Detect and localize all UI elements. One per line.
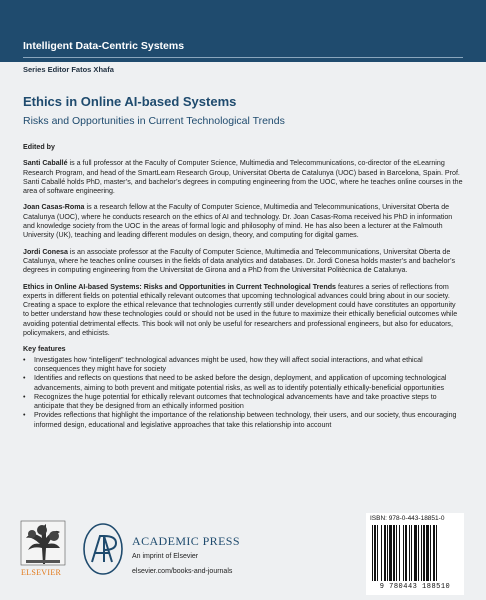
book-subtitle: Risks and Opportunities in Current Technological Trends — [23, 115, 285, 127]
bullet-icon: • — [23, 374, 26, 383]
editor-name: Joan Casas-Roma — [23, 203, 85, 212]
key-feature-item — [23, 411, 463, 430]
key-feature-item — [23, 356, 463, 375]
bullet-icon: • — [23, 411, 26, 420]
series-editor: Series Editor Fatos Xhafa — [23, 65, 114, 74]
editor-bio — [23, 203, 463, 240]
key-feature-text: Recognizes the huge potential for ethically relevant outcomes that technological advancements have and take proactive steps to anticipate that they be designed from an ethically informed position — [34, 392, 437, 411]
elsevier-wordmark: ELSEVIER — [21, 568, 62, 577]
key-feature-text: Provides reflections that highlight the importance of the relationship between technology, their users, and our society, thus encouraging informed design, educational and legislative approaches that take this relationship into account — [34, 411, 457, 429]
isbn-number: ISBN: 978-0-443-18851-0 — [370, 515, 445, 522]
editor-bio-text: is a research fellow at the Faculty of Computer Science, Multimedia and Telecommunications, Universitat Oberta de Catalunya (UOC), where he conducts research on the ethics of AI and technology. Dr. Joan Casas-Roma received his PhD in information and knowledge society from the UOC in the areas of formal logic and philosophy of mind. He has also been a lecturer at the Falmouth University (UK), teaching and leading different modules on design, theory, and computing for digital games. — [23, 203, 453, 240]
barcode-digits: 9 780443 188510 — [379, 583, 451, 591]
editor-name: Jordi Conesa — [23, 247, 68, 256]
isbn-barcode-box — [366, 513, 464, 595]
series-divider — [23, 57, 463, 58]
description-body: features a series of reflections from experts in different fields on potential ethically relevant outcomes that upcoming technological advances could bring about in our society. Creating a space to explore the ethical relevance that technologies currently still under development could have constitutes an opportunity to better understand how these technologies could or should not be used in the future to maximize their ethically beneficial outcomes while avoiding potential detrimental effects. This book will not only be useful for researchers and professional engineers, but also for educators, policymakers, and ethicists. — [23, 282, 458, 338]
series-banner — [0, 0, 486, 62]
bullet-icon: • — [23, 392, 26, 401]
book-description — [23, 283, 463, 339]
publisher-url: elsevier.com/books-and-journals — [132, 568, 233, 575]
bullet-icon: • — [23, 355, 26, 364]
key-features-heading: Key features — [23, 345, 66, 354]
editor-bio-text: is an associate professor at the Faculty of Computer Science, Multimedia and Telecommunications, Universitat Oberta de Catalunya, where he teaches online courses in the fields of data analytics and databases. Dr. Jordi Conesa holds master’s and bachelor’s degrees in computing engineering from the Universitat de Girona and a PhD from the Universitat Politècnica de Catalunya. — [23, 247, 456, 275]
key-feature-text: Identifies and reflects on questions that need to be asked before the design, deployment, and application of upcoming technological advancements, aiming to both prevent and mitigate potential risks, as well as to identify potentially ethically-beneficial opportunities — [34, 374, 447, 392]
imprint-line: An imprint of Elsevier — [132, 553, 199, 560]
academic-press-name: ACADEMIC PRESS — [132, 534, 240, 548]
back-cover-text — [23, 143, 463, 430]
editor-bio — [23, 159, 463, 196]
book-title: Ethics in Online AI-based Systems — [23, 94, 237, 109]
edited-by-heading: Edited by — [23, 143, 55, 151]
key-feature-item — [23, 393, 463, 412]
key-feature-text: Investigates how “intelligent” technological advances might be used, how they will affect social interactions, and what ethical consequences they might have for society — [34, 355, 423, 373]
editor-bio — [23, 248, 463, 276]
editor-bio-text: is a full professor at the Faculty of Computer Science, Multimedia and Telecommunications, co-director of the eLearning Research Program, and head of the SmartLearn Research Group, Universitat Oberta de Catalunya (UOC) based in Barcelona, Spain. Prof. Santi Caballé holds PhD, master’s, and bachelor’s degrees in computing engineering from the UOC, where he teaches online courses in the area of software engineering. — [23, 159, 463, 196]
barcode-image — [370, 525, 458, 581]
academic-press-logo — [82, 522, 124, 576]
key-feature-item — [23, 374, 463, 393]
description-lead: Ethics in Online AI-based Systems: Risks and Opportunities in Current Technological Trends — [23, 282, 336, 291]
series-name: Intelligent Data-Centric Systems — [23, 40, 185, 52]
editor-name: Santi Caballé — [23, 159, 68, 168]
